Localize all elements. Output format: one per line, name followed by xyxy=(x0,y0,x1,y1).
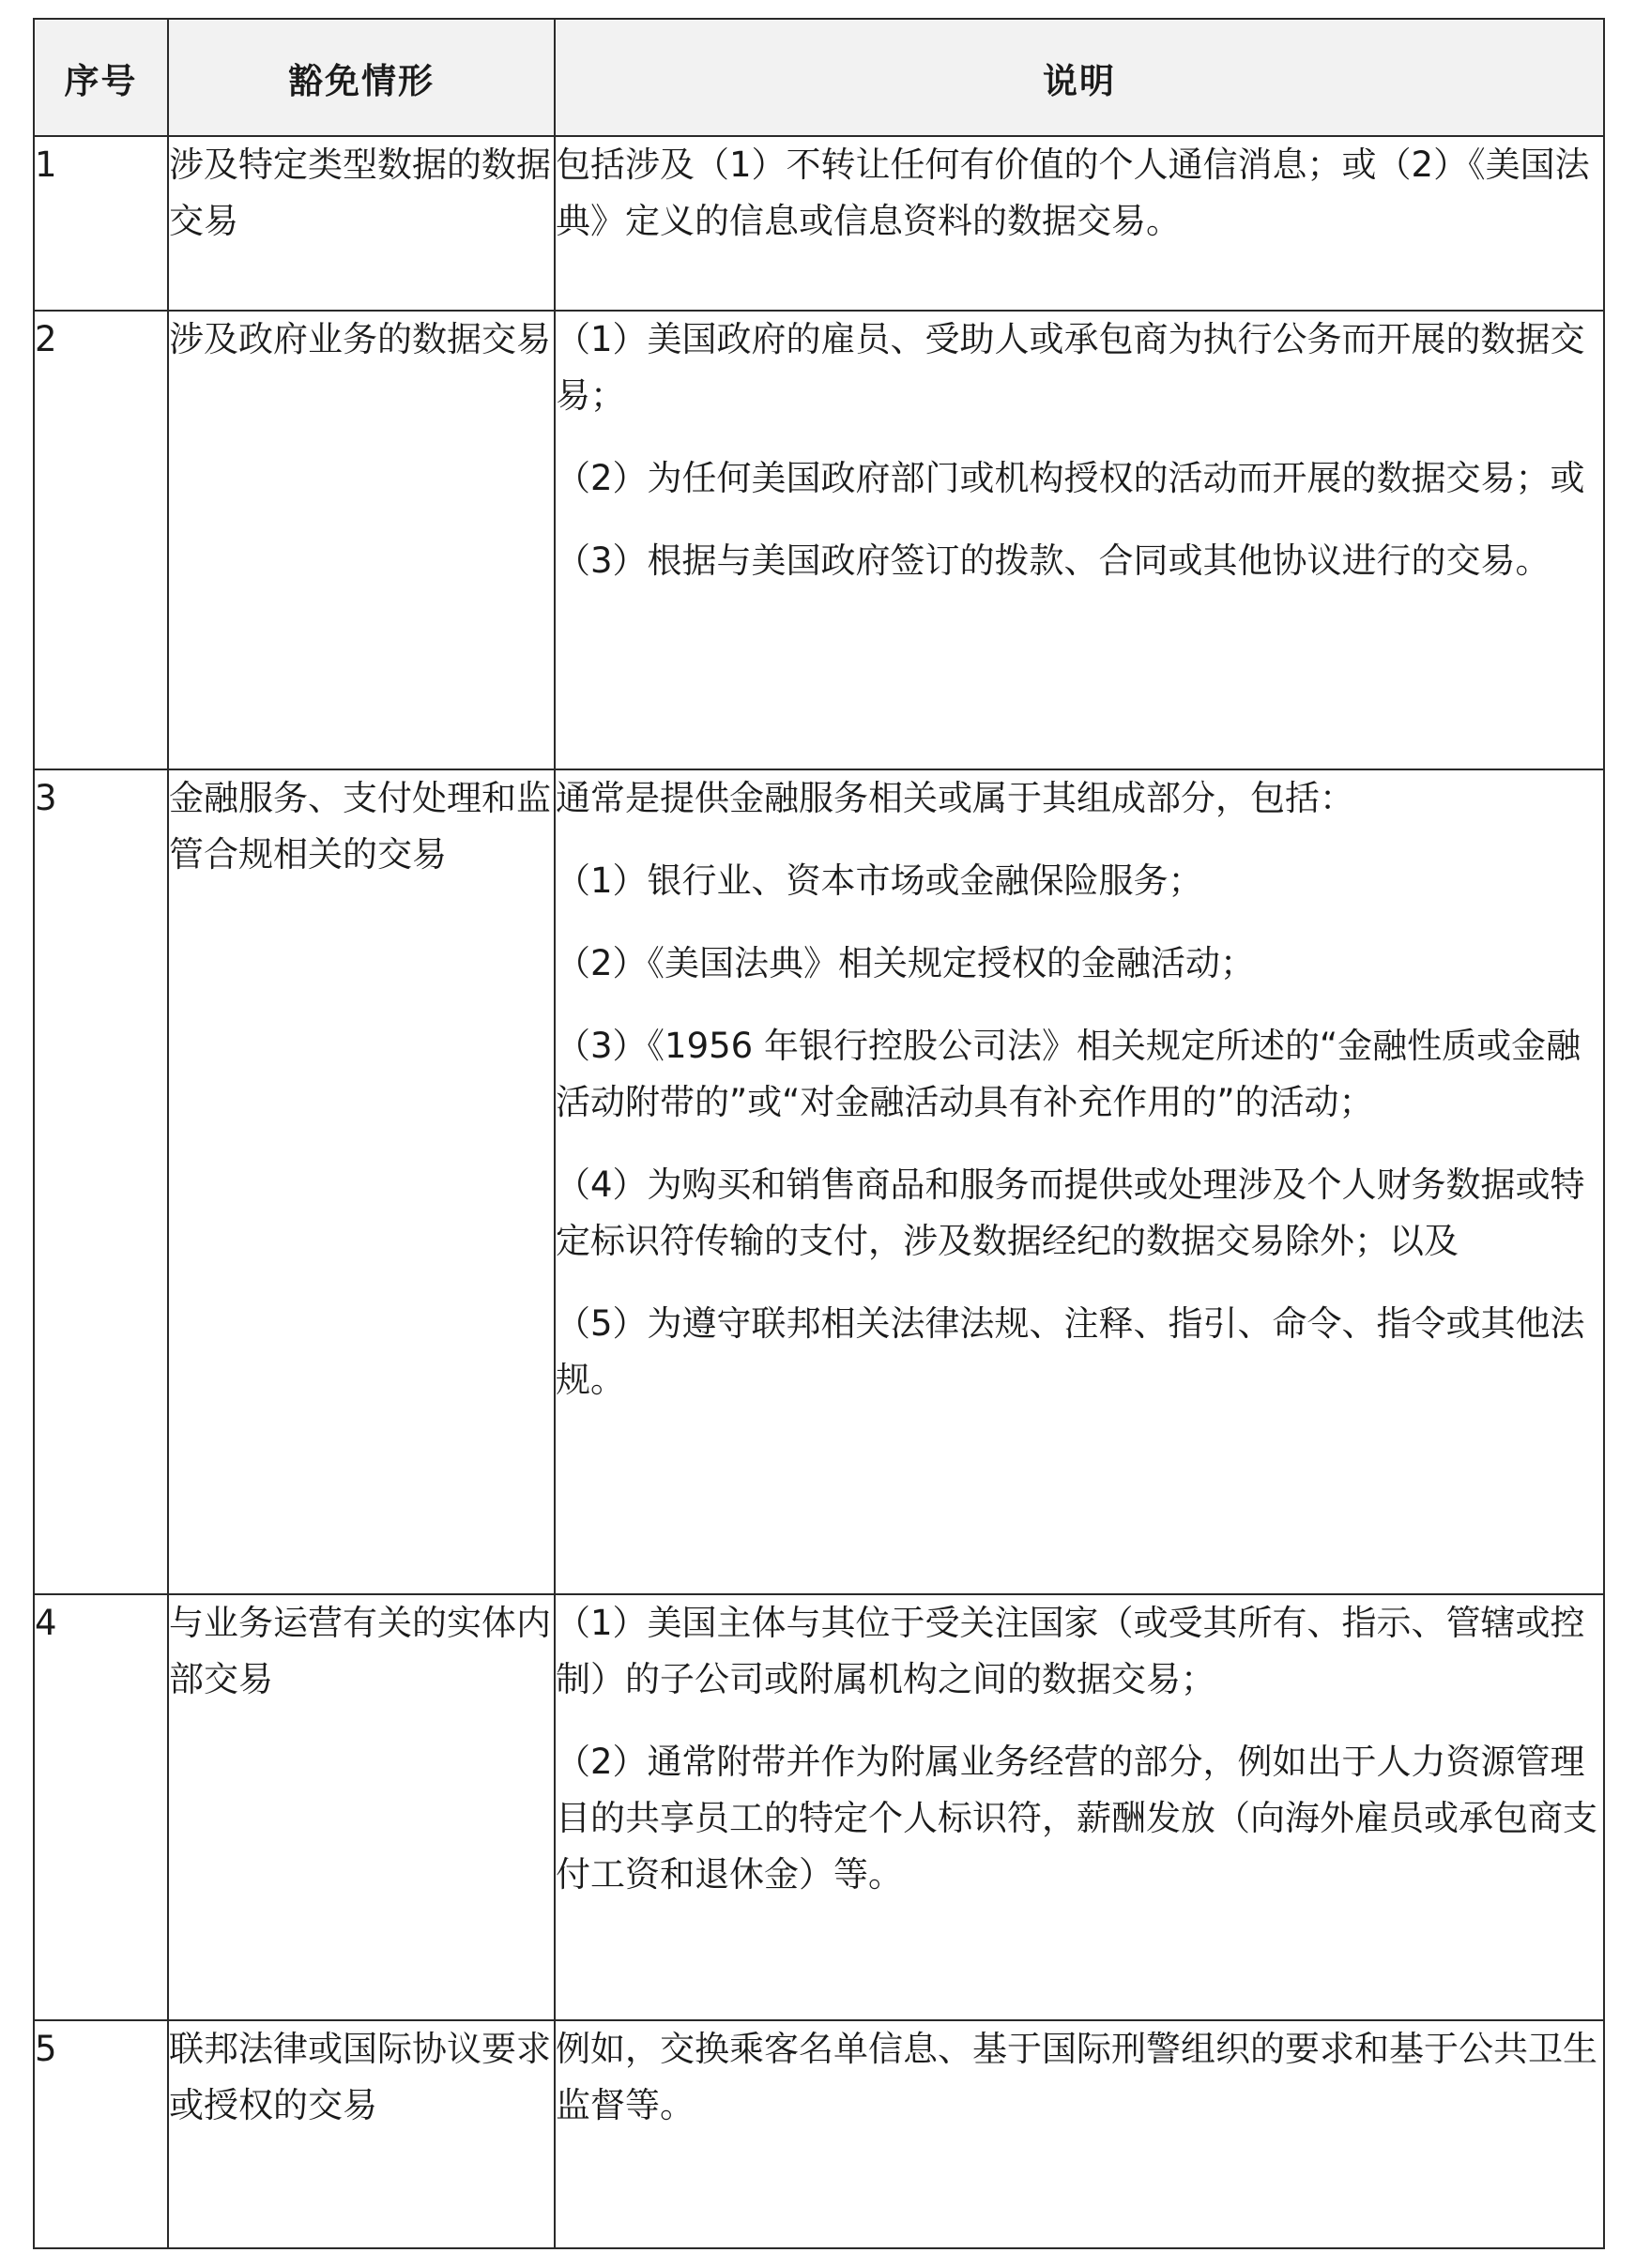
description-paragraph: 通常是提供金融服务相关或属于其组成部分，包括： xyxy=(556,778,1354,818)
row-number: 1 xyxy=(34,136,168,311)
description-paragraph: （3）《1956 年银行控股公司法》相关规定所述的“金融性质或金融活动附带的”或“对金融活动具有补充作用的”的活动； xyxy=(556,1026,1582,1122)
row-exemption-case: 涉及特定类型数据的数据交易 xyxy=(168,136,555,311)
row-number: 3 xyxy=(34,769,168,1594)
row-description xyxy=(555,136,1604,311)
description-paragraph: （4）为购买和销售商品和服务而提供或处理涉及个人财务数据或特定标识符传输的支付，涉及数据经纪的数据交易除外；以及 xyxy=(556,1164,1585,1261)
row-description xyxy=(555,1594,1604,2020)
row-exemption-case: 金融服务、支付处理和监管合规相关的交易 xyxy=(168,769,555,1594)
row-exemption-case: 涉及政府业务的数据交易 xyxy=(168,311,555,769)
row-description xyxy=(555,311,1604,769)
description-paragraph: （3）根据与美国政府签订的拨款、合同或其他协议进行的交易。 xyxy=(556,540,1551,581)
header-description: 说明 xyxy=(555,19,1604,136)
table-header-row xyxy=(34,19,1604,136)
table-row xyxy=(34,2020,1604,2248)
description-paragraph: 包括涉及（1）不转让任何有价值的个人通信消息；或（2）《美国法典》定义的信息或信息资料的数据交易。 xyxy=(556,145,1590,241)
description-paragraph: （1）银行业、资本市场或金融保险服务； xyxy=(556,860,1203,901)
description-paragraph: （1）美国政府的雇员、受助人或承包商为执行公务而开展的数据交易； xyxy=(556,319,1585,416)
description-paragraph: （5）为遵守联邦相关法律法规、注释、指引、命令、指令或其他法规。 xyxy=(556,1303,1585,1400)
row-description xyxy=(555,769,1604,1594)
description-paragraph: 例如，交换乘客名单信息、基于国际刑警组织的要求和基于公共卫生监督等。 xyxy=(556,2029,1597,2125)
table-row xyxy=(34,1594,1604,2020)
row-description xyxy=(555,2020,1604,2248)
exemption-table xyxy=(33,18,1605,2249)
description-paragraph: （1）美国主体与其位于受关注国家（或受其所有、指示、管辖或控制）的子公司或附属机构之间的数据交易； xyxy=(556,1603,1585,1699)
table-row xyxy=(34,311,1604,769)
header-number: 序号 xyxy=(34,19,168,136)
row-exemption-case: 联邦法律或国际协议要求或授权的交易 xyxy=(168,2020,555,2248)
table-row xyxy=(34,136,1604,311)
row-exemption-case: 与业务运营有关的实体内部交易 xyxy=(168,1594,555,2020)
row-number: 4 xyxy=(34,1594,168,2020)
row-number: 5 xyxy=(34,2020,168,2248)
table-row xyxy=(34,769,1604,1594)
description-paragraph: （2）为任何美国政府部门或机构授权的活动而开展的数据交易；或 xyxy=(556,458,1585,498)
header-exemption-case: 豁免情形 xyxy=(168,19,555,136)
description-paragraph: （2）通常附带并作为附属业务经营的部分，例如出于人力资源管理目的共享员工的特定个人标识符，薪酬发放（向海外雇员或承包商支付工资和退休金）等。 xyxy=(556,1742,1597,1895)
description-paragraph: （2）《美国法典》相关规定授权的金融活动； xyxy=(556,943,1256,983)
row-number: 2 xyxy=(34,311,168,769)
